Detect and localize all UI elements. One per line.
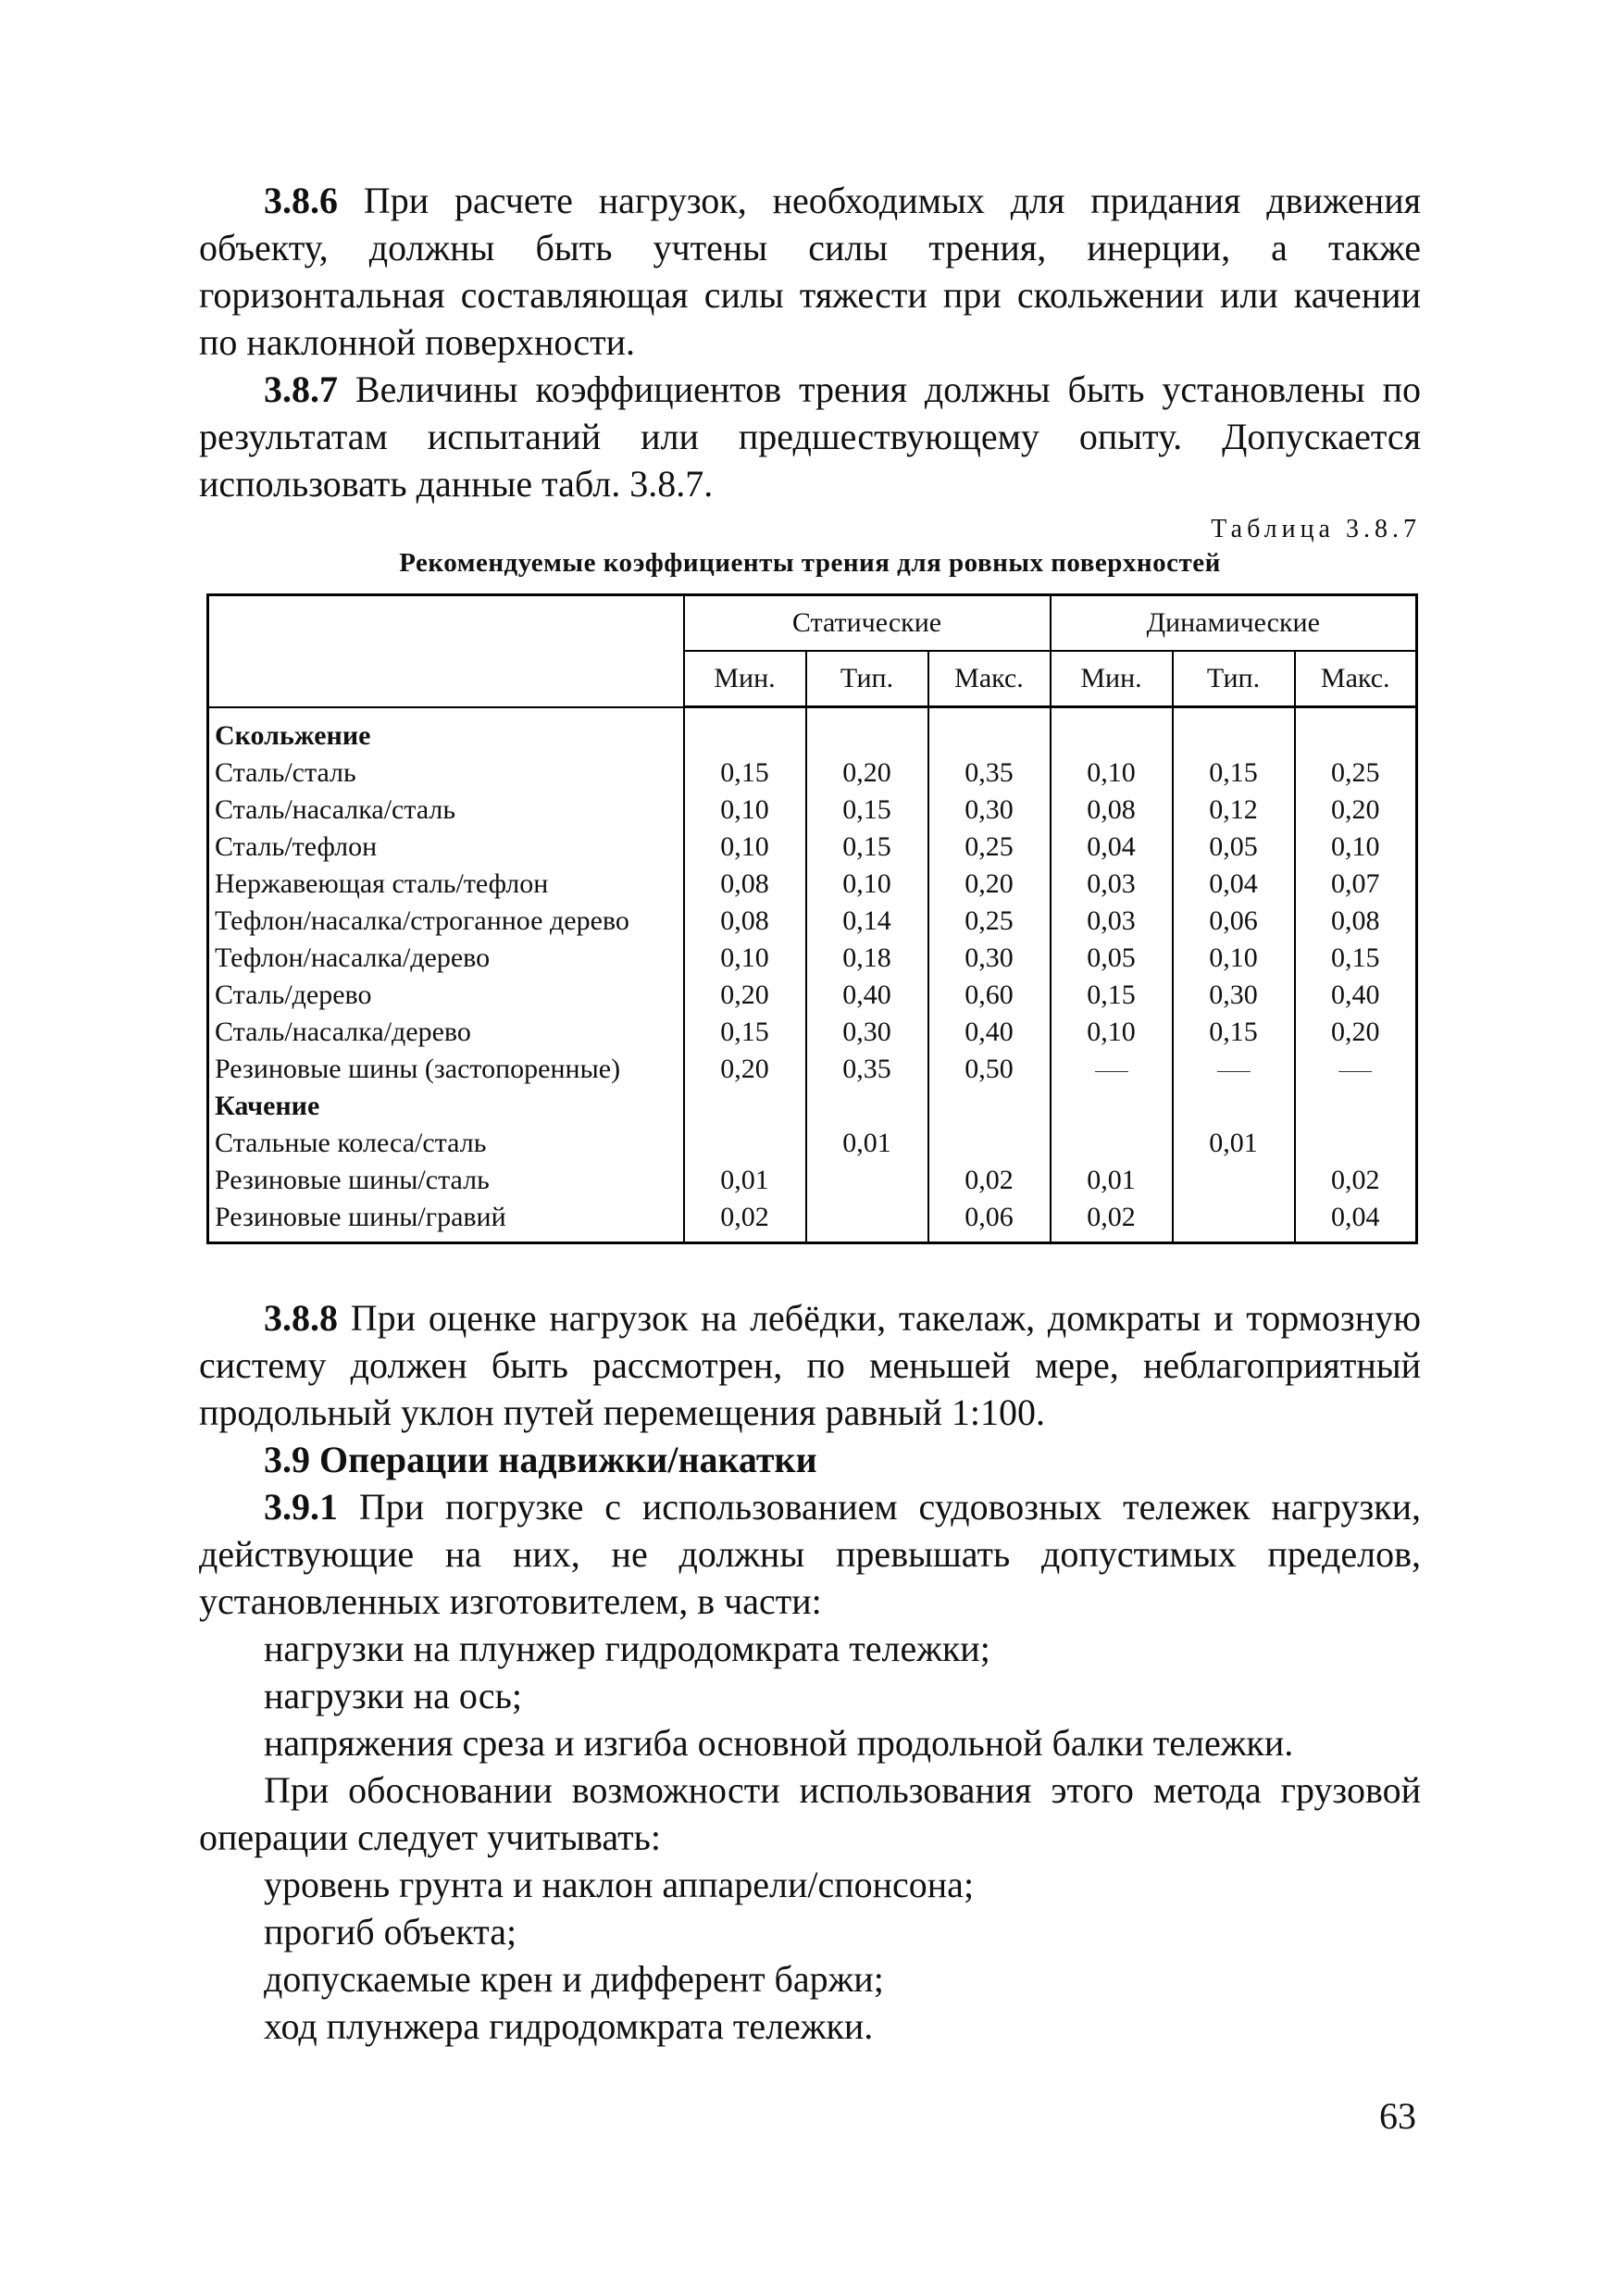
value-cell: 0,30: [928, 792, 1051, 829]
value-cell: [1173, 1199, 1295, 1243]
value-cell: [928, 707, 1051, 755]
clause-number: 3.9.1: [264, 1486, 338, 1528]
value-cell: [806, 1088, 928, 1125]
value-cell: 0,15: [684, 755, 806, 792]
section-heading-3-9: 3.9 Операции надвижки/накатки: [264, 1439, 817, 1480]
value-cell: [684, 1088, 806, 1125]
value-cell: 0,35: [806, 1051, 928, 1088]
dash-mark: [1095, 1071, 1128, 1072]
list-item: ход плунжера гидродомкрата тележки.: [264, 2005, 874, 2047]
row-label: Стальные колеса/сталь: [208, 1125, 684, 1162]
value-cell: 0,40: [1295, 977, 1417, 1014]
table-title: Рекомендуемые коэффициенты трения для ровных поверхностей: [399, 548, 1221, 578]
value-cell: 0,20: [684, 977, 806, 1014]
value-cell: 0,04: [1173, 866, 1295, 903]
list-item: нагрузки на плунжер гидродомкрата тележки;: [264, 1628, 990, 1669]
table-row: [208, 866, 1417, 903]
header-dynamic-max: Макс.: [1295, 651, 1417, 707]
paragraph-text: При расчете нагрузок, необходимых для придания движения объекту, должны быть учтены силы трения, инерции, а также горизонтальная составляющая силы тяжести при скольжении или качении по наклонной поверхности.: [199, 180, 1421, 363]
value-cell: 0,10: [684, 940, 806, 977]
value-cell: [806, 707, 928, 755]
row-label: Нержавеющая сталь/тефлон: [208, 866, 684, 903]
paragraph-3-8-6: [199, 177, 1421, 366]
value-cell: 0,15: [684, 1014, 806, 1051]
value-cell: 0,05: [1173, 829, 1295, 866]
row-label: Сталь/насалка/сталь: [208, 792, 684, 829]
table-row: [208, 1199, 1417, 1243]
value-cell: 0,15: [1295, 940, 1417, 977]
value-cell: 0,06: [928, 1199, 1051, 1243]
value-cell: 0,02: [684, 1199, 806, 1243]
value-cell: [806, 1199, 928, 1243]
table-body: [208, 707, 1417, 1243]
value-cell: [1051, 1125, 1173, 1162]
value-cell: 0,14: [806, 903, 928, 940]
value-cell: [1295, 1051, 1417, 1088]
value-cell: 0,15: [806, 792, 928, 829]
list-item: напряжения среза и изгиба основной продольной балки тележки.: [264, 1722, 1294, 1764]
paragraph-text: Величины коэффициентов трения должны быть установлены по результатам испытаний или предшествующему опыту. Допускается использовать данные табл. 3.8.7.: [199, 368, 1421, 505]
value-cell: 0,25: [1295, 755, 1417, 792]
value-cell: 0,02: [928, 1162, 1051, 1199]
value-cell: [684, 1125, 806, 1162]
value-cell: 0,20: [806, 755, 928, 792]
value-cell: [1051, 1088, 1173, 1125]
table-corner-cell: [208, 595, 684, 707]
header-static: Статические: [684, 595, 1051, 652]
value-cell: 0,03: [1051, 866, 1173, 903]
value-cell: 0,40: [928, 1014, 1051, 1051]
table-row: [208, 755, 1417, 792]
row-label: Сталь/тефлон: [208, 829, 684, 866]
paragraph-3-9-2: При обосновании возможности использования этого метода грузовой операции следует учитывать:: [199, 1769, 1421, 1858]
table-row: [208, 1162, 1417, 1199]
value-cell: 0,12: [1173, 792, 1295, 829]
paragraph-text: При погрузке с использованием судовозных тележек нагрузки, действующие на них, не должны превышать допустимых пределов, установленных изготовителем, в части:: [199, 1486, 1421, 1622]
paragraph-3-8-8: [199, 1294, 1421, 1436]
value-cell: 0,15: [806, 829, 928, 866]
table-section-row: [208, 707, 1417, 755]
value-cell: [1173, 1088, 1295, 1125]
value-cell: 0,15: [1173, 1014, 1295, 1051]
table-section-row: [208, 1088, 1417, 1125]
clause-number: 3.8.6: [264, 180, 338, 221]
value-cell: 0,08: [684, 866, 806, 903]
table-row: [208, 1051, 1417, 1088]
paragraph-3-9-1: [199, 1483, 1421, 1625]
value-cell: 0,01: [1173, 1125, 1295, 1162]
header-static-typ: Тип.: [806, 651, 928, 707]
header-dynamic-min: Мин.: [1051, 651, 1173, 707]
value-cell: 0,50: [928, 1051, 1051, 1088]
table-row: [208, 1014, 1417, 1051]
value-cell: 0,02: [1295, 1162, 1417, 1199]
value-cell: [1173, 1051, 1295, 1088]
value-cell: 0,02: [1051, 1199, 1173, 1243]
value-cell: [1295, 1088, 1417, 1125]
list-item: уровень грунта и наклон аппарели/спонсона;: [264, 1864, 975, 1905]
row-label: Сталь/насалка/дерево: [208, 1014, 684, 1051]
value-cell: 0,20: [684, 1051, 806, 1088]
value-cell: 0,01: [806, 1125, 928, 1162]
value-cell: [1051, 1051, 1173, 1088]
paragraph-3-8-7: [199, 366, 1421, 507]
value-cell: 0,08: [1051, 792, 1173, 829]
value-cell: 0,18: [806, 940, 928, 977]
value-cell: [684, 707, 806, 755]
header-static-min: Мин.: [684, 651, 806, 707]
table-row: [208, 829, 1417, 866]
value-cell: 0,10: [1051, 755, 1173, 792]
value-cell: 0,04: [1295, 1199, 1417, 1243]
value-cell: 0,04: [1051, 829, 1173, 866]
value-cell: 0,10: [1051, 1014, 1173, 1051]
value-cell: 0,10: [684, 829, 806, 866]
clause-number: 3.8.8: [264, 1297, 338, 1339]
value-cell: 0,01: [1051, 1162, 1173, 1199]
paragraph-text: При оценке нагрузок на лебёдки, такелаж, домкраты и тормозную систему должен быть рассмотрен, по меньшей мере, неблагоприятный продольный уклон путей перемещения равный 1:100.: [199, 1297, 1421, 1433]
dash-mark: [1217, 1071, 1251, 1072]
value-cell: 0,20: [928, 866, 1051, 903]
value-cell: [1173, 707, 1295, 755]
value-cell: [1295, 1125, 1417, 1162]
header-dynamic-typ: Тип.: [1173, 651, 1295, 707]
value-cell: 0,07: [1295, 866, 1417, 903]
value-cell: [806, 1162, 928, 1199]
table-row: [208, 792, 1417, 829]
value-cell: [928, 1088, 1051, 1125]
section-label: Скольжение: [208, 707, 684, 755]
row-label: Сталь/дерево: [208, 977, 684, 1014]
row-label: Тефлон/насалка/строганное дерево: [208, 903, 684, 940]
value-cell: 0,10: [1173, 940, 1295, 977]
table-row: [208, 977, 1417, 1014]
value-cell: 0,20: [1295, 1014, 1417, 1051]
value-cell: 0,08: [684, 903, 806, 940]
section-label: Качение: [208, 1088, 684, 1125]
value-cell: 0,15: [1173, 755, 1295, 792]
list-item: прогиб объекта;: [264, 1911, 517, 1953]
value-cell: 0,30: [928, 940, 1051, 977]
table-row: [208, 903, 1417, 940]
page-number: 63: [1379, 2095, 1416, 2137]
row-label: Тефлон/насалка/дерево: [208, 940, 684, 977]
header-static-max: Макс.: [928, 651, 1051, 707]
table-caption: Таблица 3.8.7: [1211, 515, 1421, 543]
value-cell: [1051, 707, 1173, 755]
list-item: нагрузки на ось;: [264, 1675, 522, 1716]
value-cell: 0,25: [928, 829, 1051, 866]
value-cell: [1295, 707, 1417, 755]
value-cell: 0,60: [928, 977, 1051, 1014]
value-cell: 0,03: [1051, 903, 1173, 940]
value-cell: 0,06: [1173, 903, 1295, 940]
value-cell: 0,10: [806, 866, 928, 903]
row-label: Резиновые шины/гравий: [208, 1199, 684, 1243]
row-label: Резиновые шины (застопоренные): [208, 1051, 684, 1088]
value-cell: 0,01: [684, 1162, 806, 1199]
value-cell: 0,20: [1295, 792, 1417, 829]
dash-mark: [1338, 1071, 1372, 1072]
value-cell: [1173, 1162, 1295, 1199]
clause-number: 3.8.7: [264, 368, 338, 410]
value-cell: 0,40: [806, 977, 928, 1014]
header-dynamic: Динамические: [1051, 595, 1417, 652]
value-cell: 0,30: [1173, 977, 1295, 1014]
value-cell: 0,05: [1051, 940, 1173, 977]
list-item: допускаемые крен и дифферент баржи;: [264, 1958, 884, 2000]
value-cell: 0,35: [928, 755, 1051, 792]
value-cell: [928, 1125, 1051, 1162]
value-cell: 0,15: [1051, 977, 1173, 1014]
friction-coefficients-table: [206, 593, 1418, 1244]
value-cell: 0,25: [928, 903, 1051, 940]
value-cell: 0,10: [1295, 829, 1417, 866]
value-cell: 0,30: [806, 1014, 928, 1051]
value-cell: 0,10: [684, 792, 806, 829]
row-label: Сталь/сталь: [208, 755, 684, 792]
value-cell: 0,08: [1295, 903, 1417, 940]
table-row: [208, 940, 1417, 977]
table-row: [208, 1125, 1417, 1162]
row-label: Резиновые шины/сталь: [208, 1162, 684, 1199]
